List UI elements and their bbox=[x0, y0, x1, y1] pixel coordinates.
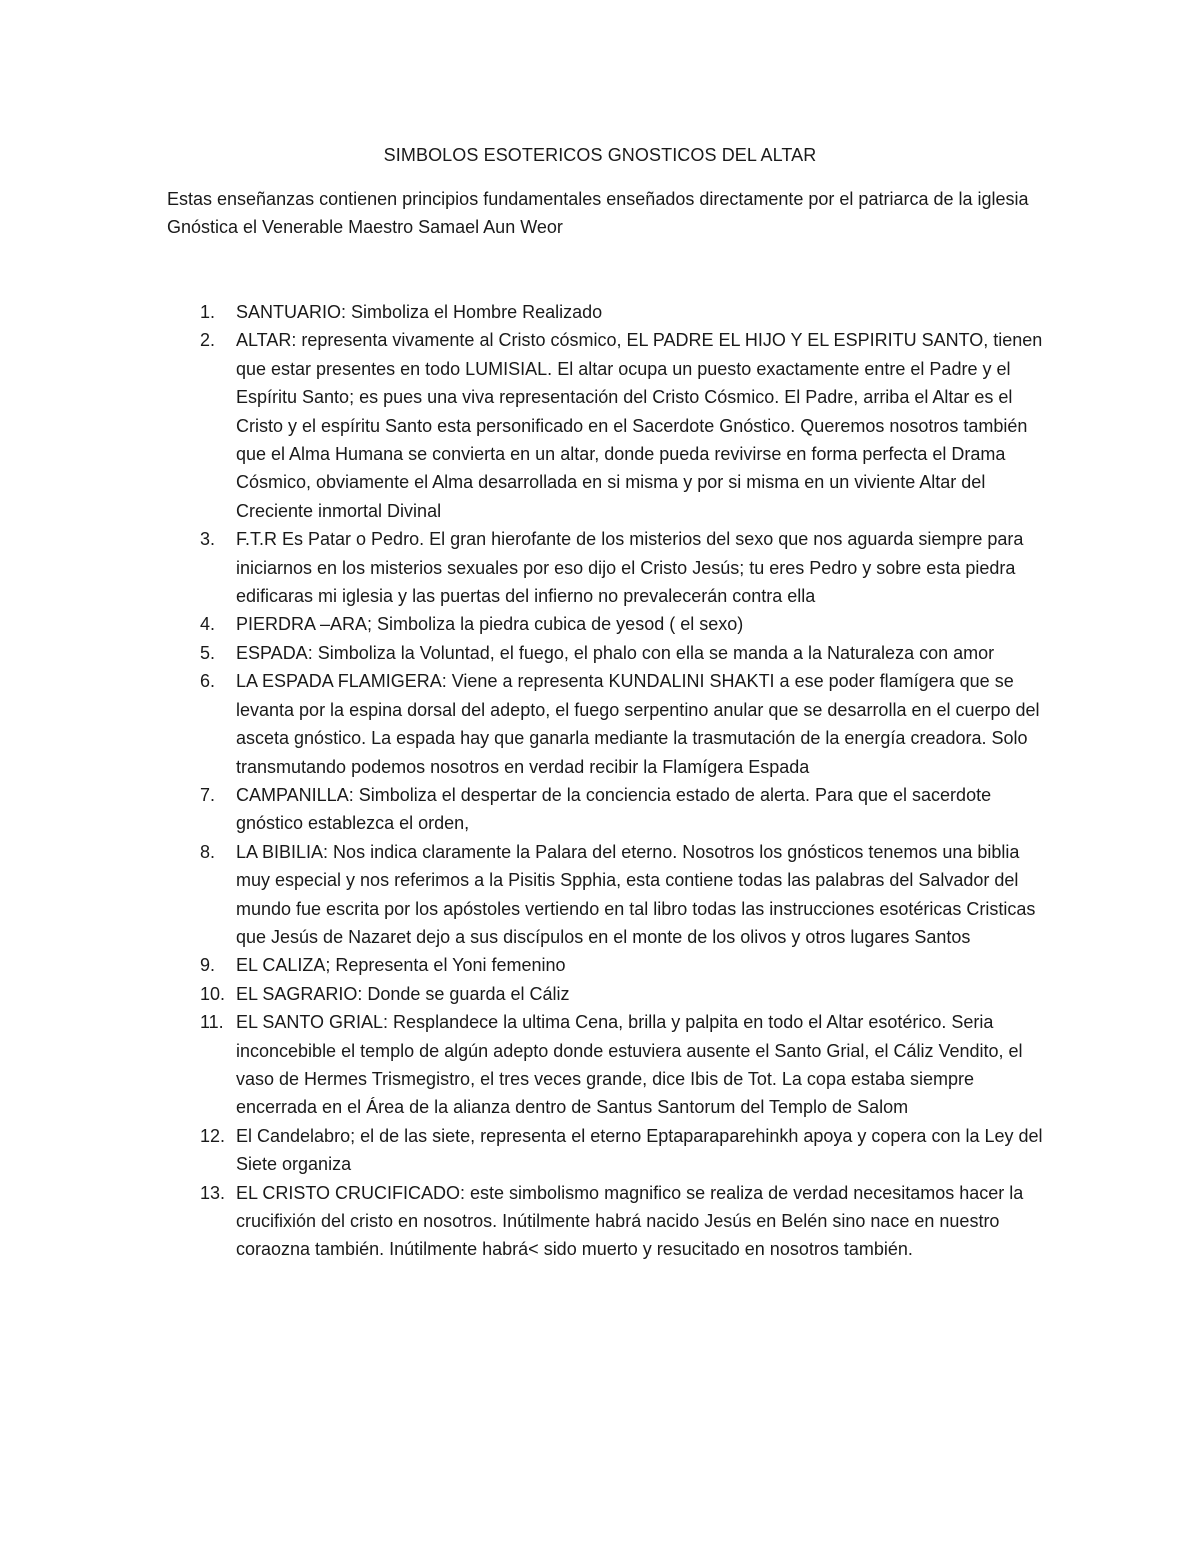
list-item bbox=[167, 980, 1047, 1008]
list-item-text: PIERDRA –ARA; Simboliza la piedra cubica de yesod ( el sexo) bbox=[236, 614, 744, 635]
list-item-text: LA ESPADA FLAMIGERA: Viene a representa KUNDALINI SHAKTI a ese poder flamígera que se levanta por la espina dorsal del adepto, el fuego serpentino anular que se desarrolla en el cuerpo del asceta gnóstico. La espada hay que ganarla mediante la trasmutación de la energía creadora. Solo transmutando podemos nosotros en verdad recibir la Flamígera Espada bbox=[236, 671, 1040, 777]
document-title: SIMBOLOS ESOTERICOS GNOSTICOS DEL ALTAR bbox=[383, 145, 817, 165]
list-item-text: EL CRISTO CRUCIFICADO: este simbolismo magnifico se realiza de verdad necesitamos hacer la crucifixión del cristo en nosotros. Inútilmente habrá nacido Jesús en Belén sino nace en nuestro coraozna también. Inútilmente habrá< sido muerto y resucitado en nosotros también. bbox=[236, 1182, 1024, 1260]
list-item bbox=[167, 1122, 1047, 1179]
list-item-text: F.T.R Es Patar o Pedro. El gran hierofante de los misterios del sexo que nos aguarda siempre para iniciarnos en los misterios sexuales por eso dijo el Cristo Jesús; tu eres Pedro y sobre esta piedra edificaras mi iglesia y las puertas del infierno no prevalecerán contra ella bbox=[236, 529, 1024, 607]
list-item bbox=[167, 1008, 1047, 1122]
list-item-text: ESPADA: Simboliza la Voluntad, el fuego, el phalo con ella se manda a la Naturaleza con amor bbox=[236, 642, 995, 663]
list-item-text: LA BIBILIA: Nos indica claramente la Palara del eterno. Nosotros los gnósticos tenemos una biblia muy especial y nos referimos a la Pisitis Spphia, esta contiene todas las palabras del Salvador del mundo fue escrita por los apóstoles vertiendo en tal libro todas las instrucciones esotéricas Cristicas que Jesús de Nazaret dejo a sus discípulos en el monte de los olivos y otros lugares Santos bbox=[236, 841, 1036, 947]
list-item bbox=[167, 667, 1047, 781]
list-item-text: EL SAGRARIO: Donde se guarda el Cáliz bbox=[236, 983, 570, 1004]
list-item-text: EL SANTO GRIAL: Resplandece la ultima Cena, brilla y palpita en todo el Altar esotérico. Seria inconcebible el templo de algún adepto donde estuviera ausente el Santo Grial, el Cáliz Vendito, el vaso de Hermes Trismegistro, el tres veces grande, dice Ibis de Tot. La copa estaba siempre encerrada en el Área de la alianza dentro de Santus Santorum del Templo de Salom bbox=[236, 1012, 1023, 1118]
list-item-number: 12. bbox=[200, 1125, 226, 1146]
list-item-number: 4. bbox=[200, 614, 216, 635]
list-item bbox=[167, 326, 1047, 525]
list-item-number: 11. bbox=[200, 1012, 224, 1033]
list-item-number: 1. bbox=[200, 302, 216, 322]
list-item-text: El Candelabro; el de las siete, representa el eterno Eptaparaparehinkh apoya y copera con la Ley del Siete organiza bbox=[236, 1125, 1043, 1175]
intro-paragraph: Estas enseñanzas contienen principios fundamentales enseñados directamente por el patriarca de la iglesia Gnóstica el Venerable Maestro Samael Aun Weor bbox=[167, 189, 1029, 238]
list-item bbox=[167, 781, 1047, 838]
list-item bbox=[167, 838, 1047, 952]
list-item-text: CAMPANILLA: Simboliza el despertar de la conciencia estado de alerta. Para que el sacerdote gnóstico establezca el orden, bbox=[236, 784, 992, 834]
list-item bbox=[167, 298, 1047, 326]
list-item-number: 2. bbox=[200, 330, 216, 351]
list-item bbox=[167, 610, 1047, 638]
list-item-number: 13. bbox=[200, 1182, 226, 1203]
list-item-number: 6. bbox=[200, 671, 216, 692]
list-item-number: 3. bbox=[200, 529, 216, 550]
list-item bbox=[167, 525, 1047, 610]
list-item-number: 10. bbox=[200, 983, 226, 1004]
list-item-number: 5. bbox=[200, 642, 216, 663]
list-item bbox=[167, 1179, 1047, 1264]
list-item-text: SANTUARIO: Simboliza el Hombre Realizado bbox=[236, 302, 603, 322]
list-item-number: 8. bbox=[200, 841, 216, 862]
symbol-list bbox=[167, 298, 1047, 1264]
list-item-number: 7. bbox=[200, 784, 216, 805]
list-item bbox=[167, 951, 1047, 979]
list-item-number: 9. bbox=[200, 955, 216, 976]
list-item bbox=[167, 639, 1047, 667]
list-item-text: EL CALIZA; Representa el Yoni femenino bbox=[236, 955, 566, 976]
list-item-text: ALTAR: representa vivamente al Cristo cósmico, EL PADRE EL HIJO Y EL ESPIRITU SANTO, tienen que estar presentes en todo LUMISIAL. El altar ocupa un puesto exactamente entre el Padre y el Espíritu Santo; es pues una viva representación del Cristo Cósmico. El Padre, arriba el Altar es el Cristo y el espíritu Santo esta personificado en el Sacerdote Gnóstico. Queremos nosotros también que el Alma Humana se convierta en un altar, donde pueda revivirse en forma perfecta el Drama Cósmico, obviamente el Alma desarrollada en si misma y por si misma en un viviente Altar del Creciente inmortal Divinal bbox=[236, 330, 1043, 521]
